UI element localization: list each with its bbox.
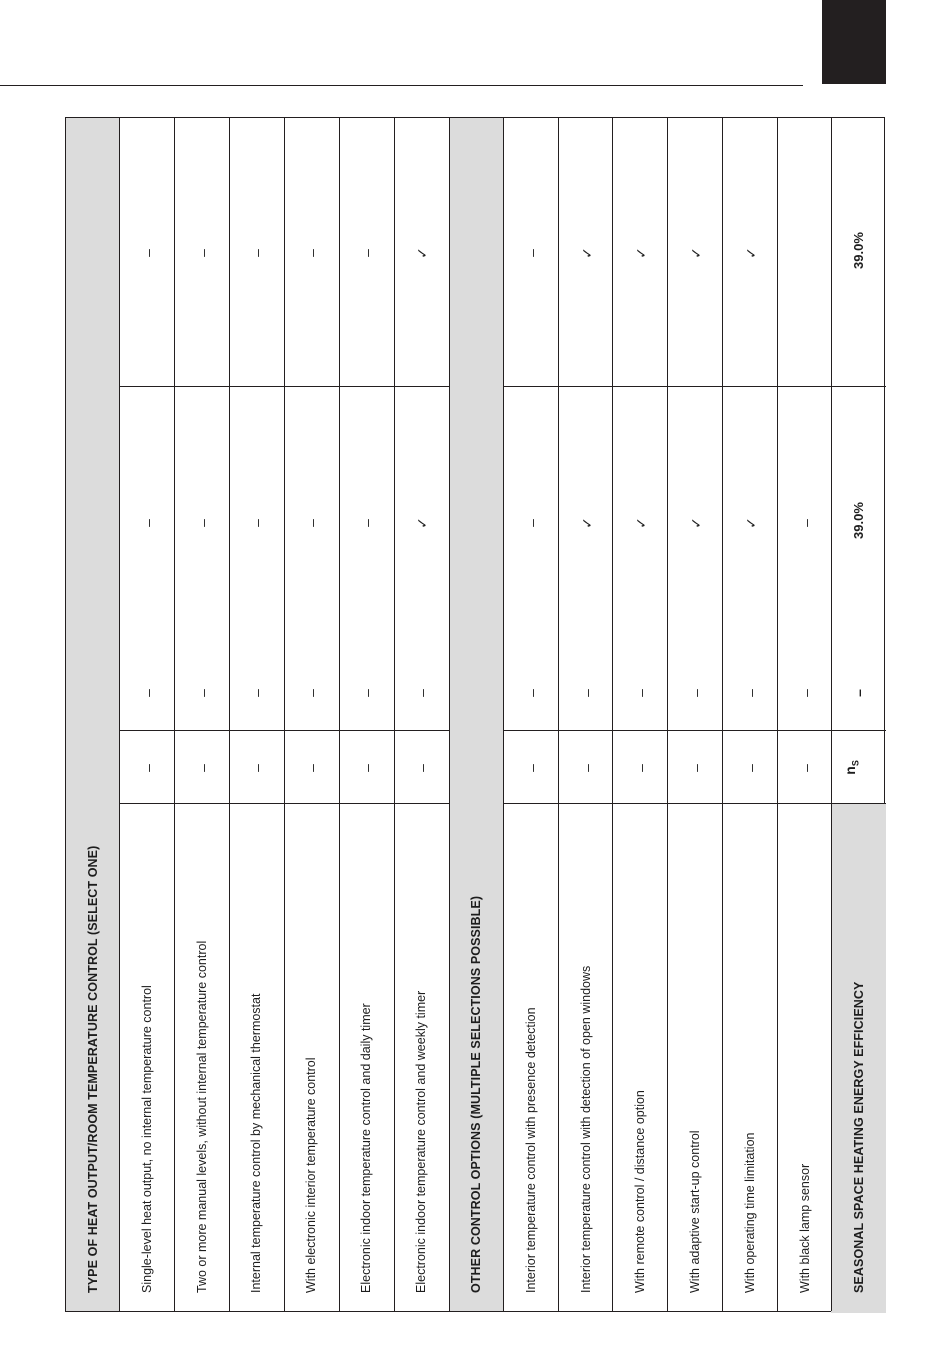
row-cell-c2: – [194, 689, 211, 697]
row-cell-c3: ✓ [578, 517, 595, 529]
row-cell-c2: – [797, 689, 814, 697]
row-cell-c4 [796, 243, 816, 263]
row-cell-c3: ✓ [413, 517, 430, 529]
row-cell-c4: – [304, 249, 321, 257]
row-cell-c2: – [358, 689, 375, 697]
row-cell-c1: – [688, 764, 705, 772]
row-cell-c2: – [304, 689, 321, 697]
row-cell-c2: – [633, 689, 650, 697]
row-cell-c2: – [578, 689, 595, 697]
row-cell-c4: ✓ [578, 247, 595, 259]
efficiency-col3: 39.0% [850, 502, 866, 539]
row-cell-c3: – [797, 519, 814, 527]
row-cell-c4: ✓ [413, 247, 430, 259]
row-cell-c2: – [524, 689, 540, 697]
efficiency-symbol: $n_S$ [841, 760, 861, 775]
row-cell-c4: – [249, 249, 266, 257]
row-cell-c2: – [688, 689, 705, 697]
row-label: Single-level heat output, no internal temperature control [140, 985, 154, 1293]
row-cell-c1: – [524, 764, 540, 772]
row-cell-c4: – [358, 249, 375, 257]
row-cell-c1: – [797, 764, 814, 772]
efficiency-label: SEASONAL SPACE HEATING ENERGY EFFICIENCY [852, 981, 866, 1293]
row-cell-c1: – [413, 764, 430, 772]
row-cell-c2: – [249, 689, 266, 697]
heat-output-section-title: TYPE OF HEAT OUTPUT/ROOM TEMPERATURE CONTROL (SELECT ONE) [86, 845, 100, 1293]
row-cell-c3: – [140, 519, 156, 527]
row-cell-c3: ✓ [633, 517, 650, 529]
row-cell-c4: – [524, 249, 540, 257]
efficiency-col2: – [851, 689, 867, 697]
row-cell-c1: – [633, 764, 650, 772]
row-cell-c4: – [194, 249, 211, 257]
row-cell-c1: – [358, 764, 375, 772]
control-options-table [65, 117, 885, 1312]
row-label: Two or more manual levels, without internal temperature control [194, 940, 209, 1293]
row-label: With black lamp sensor [797, 1163, 812, 1293]
page-tab-marker [822, 0, 886, 84]
row-cell-c4: ✓ [742, 247, 759, 259]
row-cell-c4: ✓ [688, 247, 705, 259]
row-label: With operating time limitation [742, 1132, 757, 1293]
row-label: With adaptive start-up control [688, 1130, 703, 1293]
row-cell-c3: ✓ [742, 517, 759, 529]
row-cell-c3: ✓ [688, 517, 705, 529]
row-cell-c2: – [742, 689, 759, 697]
row-cell-c4: ✓ [633, 247, 650, 259]
efficiency-col4: 39.0% [850, 232, 866, 269]
row-cell-c1: – [194, 764, 211, 772]
row-cell-c3: – [249, 519, 266, 527]
row-label: Internal temperature control by mechanical thermostat [249, 993, 264, 1293]
row-cell-c3: – [304, 519, 321, 527]
row-cell-c1: – [742, 764, 759, 772]
header-rule [0, 85, 803, 86]
row-cell-c4: – [140, 249, 156, 257]
row-cell-c1: – [140, 764, 156, 772]
row-cell-c1: – [249, 764, 266, 772]
row-label: Interior temperature control with detection of open windows [578, 965, 593, 1293]
other-options-section-title: OTHER CONTROL OPTIONS (MULTIPLE SELECTIONS POSSIBLE) [469, 895, 483, 1293]
row-label: Electronic indoor temperature control and daily timer [358, 1003, 373, 1293]
row-cell-c1: – [578, 764, 595, 772]
row-label: With electronic interior temperature control [304, 1057, 319, 1293]
row-cell-c2: – [140, 689, 156, 697]
row-label: Electronic indoor temperature control and weekly timer [413, 990, 428, 1293]
row-label: With remote control / distance option [633, 1090, 648, 1293]
row-cell-c2: – [413, 689, 430, 697]
row-label: Interior temperature control with presence detection [524, 1007, 538, 1293]
row-cell-c1: – [304, 764, 321, 772]
row-cell-c3: – [358, 519, 375, 527]
row-cell-c3: – [194, 519, 211, 527]
row-cell-c3: – [524, 519, 540, 527]
